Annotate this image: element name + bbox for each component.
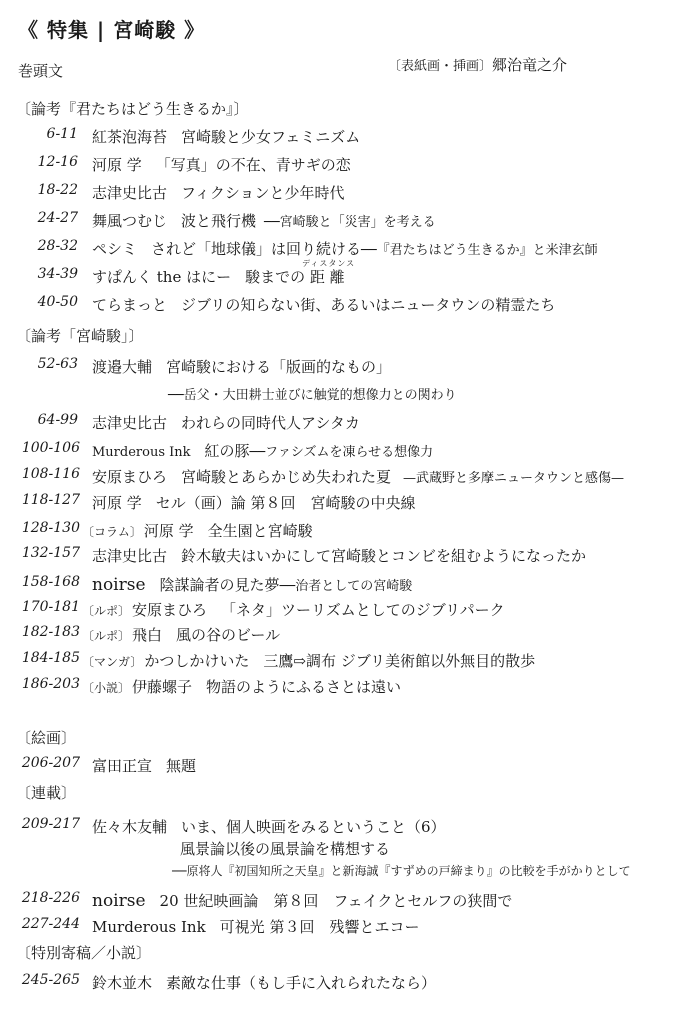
entry-title: 20 世紀映画論 第８回 フェイクとセルフの狭間で: [159, 892, 513, 910]
page-range: 186-203: [21, 676, 80, 692]
entry-tag: 〔コラム〕: [82, 525, 142, 539]
list-item: [0, 624, 698, 646]
page-range: 206-207: [21, 755, 80, 771]
page-range: 170-181: [21, 599, 80, 615]
entry-title: 「ネタ」ツーリズムとしてのジブリパーク: [221, 601, 505, 619]
entry-subtitle: ──『君たちはどう生きるか』と米津玄師: [361, 243, 598, 258]
entry-title: 素敵な仕事（もし手に入れられたなら）: [166, 974, 437, 992]
list-item: [0, 356, 698, 378]
entry-title: われらの同時代人アシタカ: [181, 414, 360, 432]
section-heading: 〔絵画〕: [16, 729, 77, 747]
list-item: [0, 440, 698, 462]
page-range: 6-11: [46, 126, 78, 142]
list-item: [0, 676, 698, 698]
author: Murderous Ink: [92, 445, 191, 460]
entry-title: 風の谷のビール: [176, 626, 281, 644]
list-item: [0, 972, 698, 994]
page-range: 218-226: [21, 890, 80, 906]
author: 安原まひろ: [132, 601, 208, 619]
entry-tag: 〔ルポ〕: [82, 629, 131, 643]
list-item: [0, 266, 698, 288]
entry-title: 無題: [166, 757, 197, 775]
list-item: [0, 210, 698, 232]
entry-title: 鈴木敏夫はいかにして宮崎駿とコンビを組むようになったか: [181, 547, 587, 565]
author: 富田正宣: [92, 757, 153, 775]
page-range: 158-168: [21, 574, 80, 590]
entry-title: 陰謀論者の見た夢: [159, 576, 280, 594]
list-item: [0, 154, 698, 176]
author: 志津史比古: [92, 414, 168, 432]
entry-title: 「写真」の不在、青サギの恋: [155, 156, 351, 174]
author: 河原 学: [92, 156, 142, 174]
page-title: 《 特集 | 宮崎駿 》: [18, 18, 206, 42]
list-item: [0, 816, 698, 838]
author: 河原 学: [92, 494, 142, 512]
entry-title: 波と飛行機: [181, 212, 257, 230]
page-range: 108-116: [21, 466, 80, 482]
author: noirse: [92, 891, 146, 911]
entry-title: セル（画）論 第８回 宮崎駿の中央線: [155, 494, 416, 512]
entry-tag: 〔小説〕: [82, 681, 131, 695]
illustration-name: 郷治竜之介: [492, 56, 568, 74]
page-range: 34-39: [37, 266, 78, 282]
ruby-text: ディスタンス: [302, 259, 356, 268]
illustration-label: 〔表紙画・挿画〕: [388, 59, 493, 74]
entry-title: 駿までの 距 離: [245, 268, 345, 286]
page-range: 24-27: [37, 210, 78, 226]
list-item: [0, 182, 698, 204]
author: 志津史比古: [92, 184, 168, 202]
author: 河原 学: [143, 522, 194, 540]
entry-subtitle: ──治者としての宮崎駿: [279, 579, 413, 594]
entry-title: 宮崎駿とあらかじめ失われた夏: [181, 468, 392, 486]
list-item: [0, 126, 698, 148]
author: すぱんく the はにー: [92, 268, 232, 286]
entry-title: ジブリの知らない街、あるいはニュータウンの精霊たち: [181, 296, 556, 314]
list-item: [0, 755, 698, 777]
entry-title: 宮崎駿と少女フェミニズム: [181, 128, 361, 146]
author: 志津史比古: [92, 547, 168, 565]
author: 渡邉大輔: [92, 358, 153, 376]
entry-title: いま、個人映画をみるということ（6）: [181, 818, 446, 836]
entry-subtitle: ──ファシズムを凍らせる想像力: [249, 445, 434, 460]
page-range: 100-106: [21, 440, 80, 456]
author: 飛白: [132, 626, 163, 644]
entry-continuation: ──岳父・大田耕士並びに触覚的想像力との関わり: [168, 388, 457, 403]
author: Murderous Ink: [92, 918, 206, 936]
entry-subtitle: —武蔵野と多摩ニュータウンと感傷—: [403, 471, 625, 486]
section-heading: 〔連載〕: [16, 784, 77, 802]
author: かつしかけいた: [144, 652, 250, 670]
page-range: 18-22: [37, 182, 78, 198]
list-item: [0, 294, 698, 316]
entry-title: 紅の豚: [204, 442, 250, 460]
list-item: [0, 599, 698, 621]
page-range: 118-127: [21, 492, 80, 508]
page-range: 28-32: [37, 238, 78, 254]
entry-continuation: ──原将人『初国知所之天皇』と新海誠『すずめの戸締まり』の比較を手がかりとして: [172, 864, 631, 878]
entry-title: 全生園と宮崎駿: [207, 522, 313, 540]
page-range: 132-157: [21, 545, 80, 561]
page-range: 184-185: [21, 650, 80, 666]
entry-subtitle: ──宮崎駿と「災害」を考える: [264, 215, 436, 230]
subtitle: 巻頭文: [18, 62, 64, 80]
page-range: 40-50: [37, 294, 78, 310]
entry-title: されど「地球儀」は回り続ける: [151, 240, 362, 258]
section-heading: 〔論考『君たちはどう生きるか』〕: [16, 100, 249, 118]
entry-title: 宮崎駿における「版画的なもの」: [166, 358, 392, 376]
entry-continuation: 風景論以後の風景論を構想する: [180, 840, 391, 858]
page-range: 52-63: [37, 356, 78, 372]
author: 伊藤螺子: [132, 678, 193, 696]
list-item: [0, 545, 698, 567]
illustration-credit: [388, 54, 567, 75]
page-range: 209-217: [21, 816, 80, 832]
author: ペシミ: [92, 240, 138, 258]
entry-title: フィクションと少年時代: [181, 184, 345, 202]
page-range: 128-130: [21, 520, 80, 536]
entry-tag: 〔マンガ〕: [82, 655, 143, 669]
page-range: 245-265: [21, 972, 80, 988]
page-range: 182-183: [21, 624, 80, 640]
author: 鈴木並木: [92, 974, 153, 992]
author: noirse: [92, 575, 146, 595]
author: 舞風つむじ: [92, 212, 168, 230]
list-item: [0, 574, 698, 596]
entry-title: 三鷹⇨調布 ジブリ美術館以外無目的散歩: [263, 652, 536, 670]
list-item: [0, 520, 698, 542]
page-range: 64-99: [37, 412, 78, 428]
list-item: [0, 466, 698, 488]
page-range: 227-244: [21, 916, 80, 932]
list-item: [0, 916, 698, 938]
section-heading: 〔論考「宮崎駿」〕: [16, 327, 144, 345]
list-item: [0, 412, 698, 434]
entry-title: 可視光 第３回 残響とエコー: [219, 918, 420, 936]
list-item: [0, 650, 698, 672]
author: 安原まひろ: [92, 468, 168, 486]
list-item: [0, 890, 698, 912]
page-range: 12-16: [37, 154, 78, 170]
author: 紅茶泡海苔: [92, 128, 168, 146]
section-heading: 〔特別寄稿／小説〕: [16, 944, 152, 962]
author: てらまっと: [92, 296, 168, 314]
entry-tag: 〔ルポ〕: [82, 604, 131, 618]
author: 佐々木友輔: [92, 818, 168, 836]
entry-title: 物語のようにふるさとは遠い: [206, 678, 402, 696]
list-item: [0, 238, 698, 260]
list-item: [0, 492, 698, 514]
